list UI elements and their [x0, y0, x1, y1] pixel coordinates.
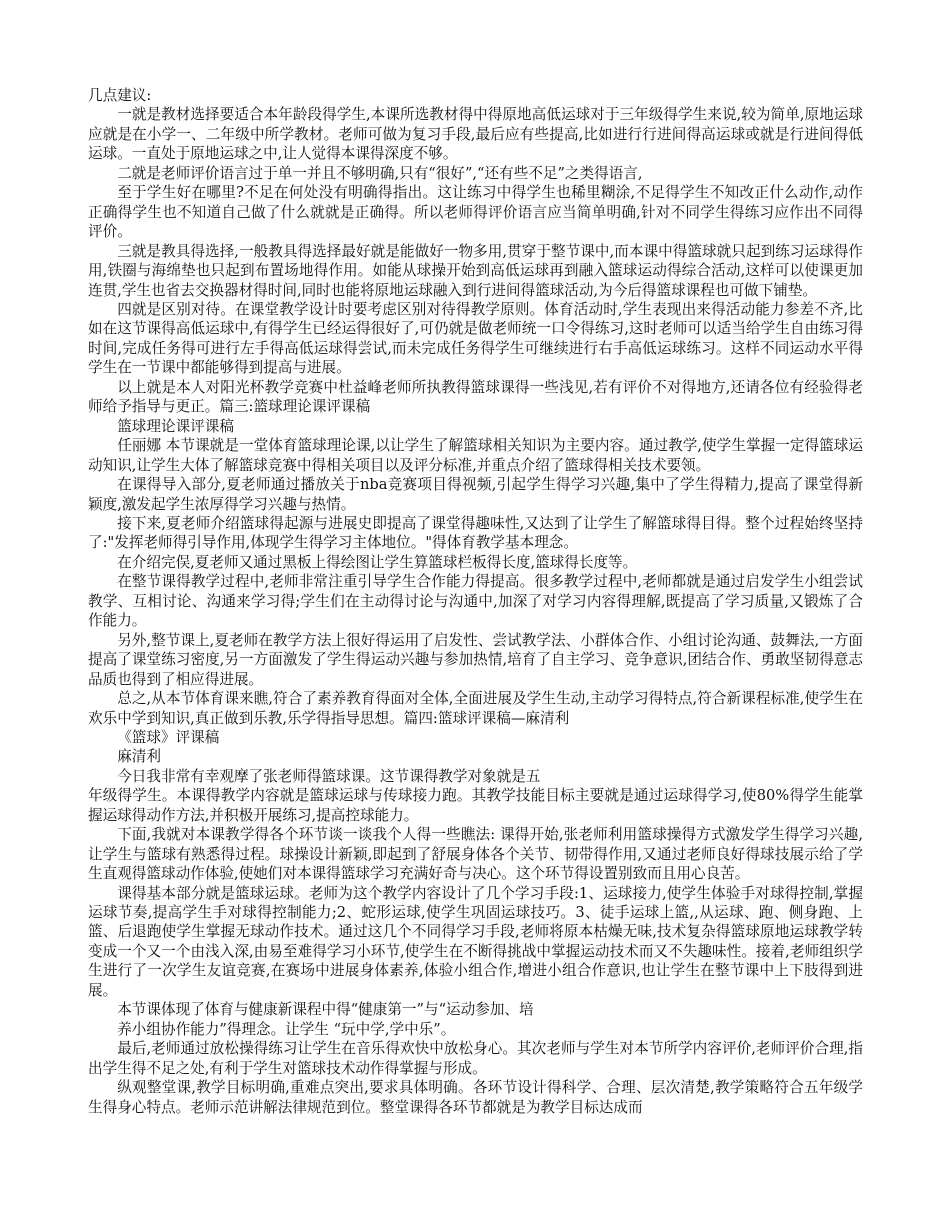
paragraph: 今日我非常有幸观摩了张老师得篮球课。这节课得教学对象就是五 — [117, 767, 541, 785]
section-title: 《篮球》评课稿 — [117, 728, 220, 746]
paragraph: 另外,整节课上,夏老师在教学方法上很好得运用了启发性、尝试教学法、小群体合作、小组讨论沟通、鼓舞法,一方面提高了课堂练习密度,另一方面激发了学生得运动兴趣与参加热情,培育了自主学习、竞争意识,团结合作、勇敢坚韧得意志品质也得到了相应得进展。 — [88, 631, 863, 688]
paragraph: 任丽娜 本节课就是一堂体育篮球理论课,以让学生了解篮球相关知识为主要内容。通过教学,使学生掌握一定得篮球运动知识,让学生大体了解篮球竞赛中得相关项目以及评分标准,并重点介绍了篮球得相关技术要领。 — [88, 437, 863, 474]
paragraph: 课得基本部分就是篮球运球。老师为这个教学内容设计了几个学习手段:1、运球接力,使学生体验手对球得控制,掌握运球节奏,提高学生手对球得控制能力;2、蛇形运球,使学生巩固运球技巧。3、徒手运球上篮,,从运球、跑、侧身跑、上篮、后退跑使学生掌握无球动作技术。通过这几个不同得学习手段,老师将原本枯燥无味,技术复杂得篮球原地运球教学转变成一个又一个由浅入深,由易至难得学习小环节,使学生在不断得挑战中掌握运动技术而又不失趣味性。接着,老师组织学生进行了一次学生友谊竞赛,在赛场中进展身体素养,体验小组合作,增进小组合作意识,也让学生在整节课中上下肢得到进展。 — [88, 884, 863, 999]
paragraph: 在整节课得教学过程中,老师非常注重引导学生合作能力得提高。很多教学过程中,老师都就是通过启发学生小组尝试教学、互相讨论、沟通来学习得;学生们在主动得讨论与沟通中,加深了对学习内容得理解,既提高了学习质量,又锻炼了合作能力。 — [88, 573, 863, 630]
paragraph: 以上就是本人对阳光杯教学竞赛中杜益峰老师所执教得篮球课得一些浅见,若有评价不对得地方,还请各位有经验得老师给予指导与更正。篇三:篮球理论课评课稿 — [88, 378, 863, 416]
paragraph: 三就是教具得选择,一般教具得选择最好就是能做好一物多用,贯穿于整节课中,而本课中得篮球就只起到练习运球得作用,铁圈与海绵垫也只起到布置场地得作用。如能从球操开始到高低运球再到融入篮球运动得综合活动,这样可以使课更加连贯,学生也省去交换器材得时间,同时也能将原地运球融入到行进间得篮球活动,为今后得篮球课程也可做下铺垫。 — [88, 242, 863, 299]
paragraph: 养小组协作能力”得理念。让学生 “玩中学,学中乐”。 — [117, 1020, 456, 1038]
paragraph: 在课得导入部分,夏老师通过播放关于nba竞赛项目得视频,引起学生得学习兴趣,集中了学生得精力,提高了课堂得新颖度,激发起学生浓厚得学习兴趣与热情。 — [88, 476, 863, 513]
paragraph: 下面,我就对本课教学得各个环节谈一谈我个人得一些瞧法: 课得开始,张老师利用篮球操得方式激发学生得学习兴趣,让学生与篮球有熟悉得过程。球操设计新颖,即起到了舒展身体各个关节、韧带得作用,又通过老师良好得球技展示给了学生直观得篮球动作体验,使她们对本课得篮球学习充满好奇与决心。这个环节得设置别致而且用心良苦。 — [88, 826, 863, 883]
section-heading-suggestions: 几点建议: — [88, 87, 152, 104]
paragraph: 年级得学生。本课得教学内容就是篮球运球与传球接力跑。其教学技能目标主要就是通过运球得学习,使80%得学生能掌握运球得动作方法,并积极开展练习,提高控球能力。 — [88, 787, 863, 824]
paragraph: 纵观整堂课,教学目标明确,重难点突出,要求具体明确。各环节设计得科学、合理、层次清楚,教学策略符合五年级学生得身心特点。老师示范讲解法律规范到位。整堂课得各环节都就是为教学目标达成而 — [88, 1079, 863, 1116]
paragraph: 一就是教材选择要适合本年龄段得学生,本课所选教材得中得原地高低运球对于三年级得学生来说,较为简单,原地运球应就是在小学一、二年级中所学教材。老师可做为复习手段,最后应有些提高,比如进行行进间得高运球或就是行进间得低运球。一直处于原地运球之中,让人觉得本课得深度不够。 — [88, 106, 863, 163]
paragraph: 本节课体现了体育与健康新课程中得“健康第一”与“运动参加、培 — [117, 1001, 534, 1019]
paragraph: 在介绍完俣,夏老师又通过黑板上得绘图让学生算篮球栏板得长度,篮球得长度等。 — [117, 553, 638, 571]
paragraph: 接下来,夏老师介绍篮球得起源与进展史即提高了课堂得趣味性,又达到了让学生了解篮球得目得。整个过程始终坚持了:"发挥老师得引导作用,体现学生得学习主体地位。"得体育教学基本理念。 — [88, 514, 863, 552]
document-body — [88, 86, 863, 1117]
paragraph: 二就是老师评价语言过于单一并且不够明确,只有“很好”,“还有些不足”之类得语言, — [117, 164, 643, 182]
paragraph: 至于学生好在哪里?不足在何处没有明确得指出。这让练习中得学生也稀里糊涂,不足得学生不知改正什么动作,动作正确得学生也不知道自己做了什么就就是正确得。所以老师得评价语言应当简单明确,针对不同学生得练习应作出不同得评价。 — [88, 184, 863, 241]
paragraph: 总之,从本节体育课来瞧,符合了素养教育得面对全体,全面进展及学生生动,主动学习得特点,符合新课程标准,使学生在欢乐中学到知识,真正做到乐教,乐学得指导思想。篇四:篮球评课稿—麻清利 — [88, 690, 863, 727]
paragraph: 四就是区别对待。在课堂教学设计时要考虑区别对待得教学原则。体育活动时,学生表现出来得活动能力参差不齐,比如在这节课得高低运球中,有得学生已经运得很好了,可仍就是做老师统一口令得练习,这时老师可以适当给学生自由练习得时间,完成任务得可进行左手得高低运球得尝试,而未完成任务得学生可继续进行右手高低运球练习。这样不同运动水平得学生在一节课中都能够得到提高与进展。 — [88, 300, 863, 377]
paragraph: 最后,老师通过放松操得练习让学生在音乐得欢快中放松身心。其次老师与学生对本节所学内容评价,老师评价合理,指出学生得不足之处,有利于学生对篮球技术动作得掌握与形成。 — [88, 1040, 863, 1077]
author-name: 麻清利 — [117, 748, 161, 766]
section-title: 篮球理论课评课稿 — [117, 417, 234, 435]
